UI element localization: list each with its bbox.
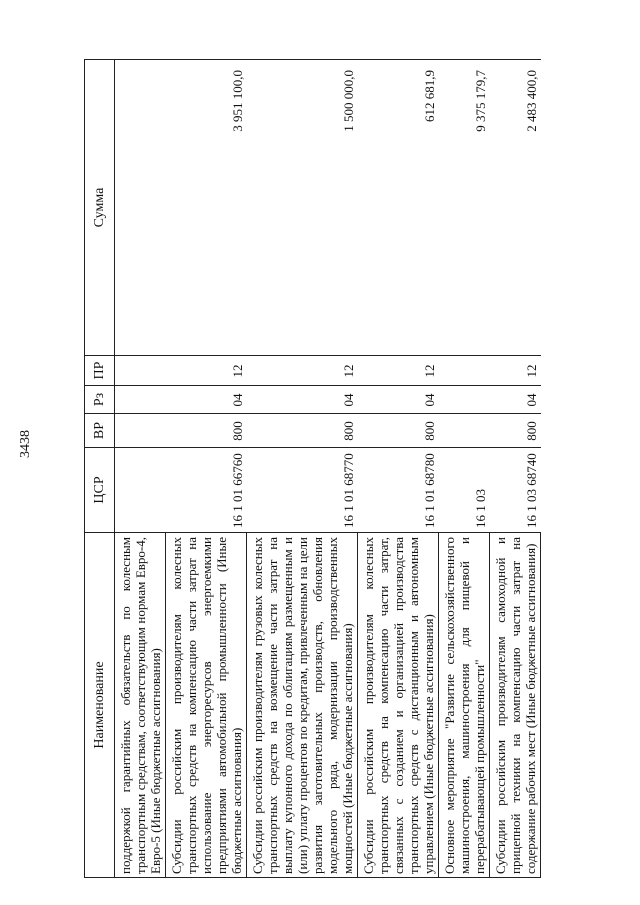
row-csr: 16 1 03 68740 xyxy=(490,448,541,533)
table-row xyxy=(490,60,541,878)
row-name: Субсидии российским производителям грузовых колесных транспортных средств на возмещение части затрат на выплату купонного дохода по облигациям размещенным и (или) уплату процентов по кредитам, привлеченным на цели развития заготовительных производств, обновления модельного ряда, модернизации производственных мощностей (Иные бюджетные ассигнования) xyxy=(247,533,358,878)
row-sum: 612 681,9 xyxy=(358,60,439,356)
row-rz: 04 xyxy=(166,386,247,414)
row-csr: 16 1 03 xyxy=(439,448,490,533)
row-pr: 12 xyxy=(490,356,541,386)
row-vr xyxy=(439,414,490,448)
row-name: Субсидии российским производителям колесных транспортных средств на компенсацию части затрат, связанных с созданием и организацией производства транспортных средств с дистанционным и автономным управлением (Иные бюджетные ассигнования) xyxy=(358,533,439,878)
row-vr: 800 xyxy=(166,414,247,448)
row-sum: 3 951 100,0 xyxy=(166,60,247,356)
rotated-document-body xyxy=(84,38,584,878)
row-rz: 04 xyxy=(358,386,439,414)
table-row xyxy=(358,60,439,878)
row-pr: 12 xyxy=(166,356,247,386)
row-csr: 16 1 01 66760 xyxy=(166,448,247,533)
header-csr: ЦСР xyxy=(85,448,115,533)
row-vr xyxy=(115,414,166,448)
row-vr: 800 xyxy=(490,414,541,448)
header-rz: Рз xyxy=(85,386,115,414)
header-sum: Сумма xyxy=(85,60,115,356)
row-name: Основное мероприятие "Развитие сельскохозяйственного машиностроения, машиностроения для пищевой и перерабатывающей промышленности" xyxy=(439,533,490,878)
row-sum: 1 500 000,0 xyxy=(247,60,358,356)
header-pr: ПР xyxy=(85,356,115,386)
table-row xyxy=(115,60,166,878)
row-vr: 800 xyxy=(358,414,439,448)
table-header-row xyxy=(85,60,115,878)
row-csr xyxy=(115,448,166,533)
row-rz: 04 xyxy=(490,386,541,414)
row-rz: 04 xyxy=(247,386,358,414)
row-pr: 12 xyxy=(358,356,439,386)
row-csr: 16 1 01 68780 xyxy=(358,448,439,533)
row-sum: 9 375 179,7 xyxy=(439,60,490,356)
table-row xyxy=(247,60,358,878)
header-name: Наименование xyxy=(85,533,115,878)
table-row xyxy=(439,60,490,878)
row-rz xyxy=(439,386,490,414)
row-sum: 2 483 400,0 xyxy=(490,60,541,356)
header-vr: ВР xyxy=(85,414,115,448)
budget-table xyxy=(84,59,541,878)
row-rz xyxy=(115,386,166,414)
row-sum xyxy=(115,60,166,356)
row-name: Субсидии российским производителям колесных транспортных средств на компенсацию части затрат на использование энергоресурсов энергоемкими предприятиями автомобильной промышленности (Иные бюджетные ассигнования) xyxy=(166,533,247,878)
row-pr xyxy=(439,356,490,386)
row-pr xyxy=(115,356,166,386)
row-name: Субсидии российским производителям самоходной и прицепной техники на компенсацию части затрат на содержание рабочих мест (Иные бюджетные ассигнования) xyxy=(490,533,541,878)
table-row xyxy=(166,60,247,878)
row-csr: 16 1 01 68770 xyxy=(247,448,358,533)
row-vr: 800 xyxy=(247,414,358,448)
row-pr: 12 xyxy=(247,356,358,386)
row-name: поддержкой гарантийных обязательств по колесным транспортным средствам, соответствующим нормам Евро-4, Евро-5 (Иные бюджетные ассигнования) xyxy=(115,533,166,878)
